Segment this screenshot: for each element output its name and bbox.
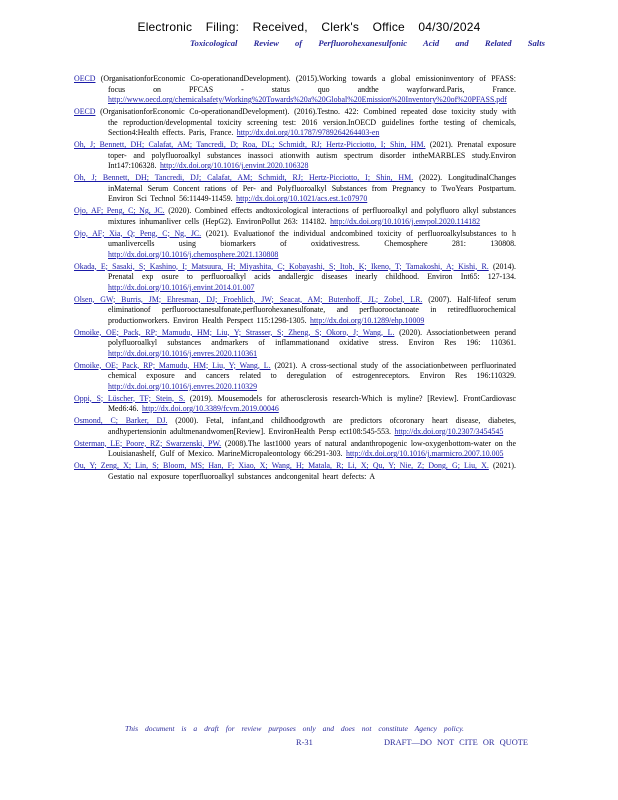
reference-text: (2007). Half-lifeof serum eliminationof perfluorooctanesulfonate,perfluorohexanesulfonate, and perfluorooctanoate in retiredfluorochemical productionworkers. Environ Health Perspect 115:1298-1305. [108,294,516,325]
reference-doi-link[interactable]: http://dx.doi.org/10.1016/j.envres.2020.110361 [108,348,258,358]
reference-entry [74,328,516,360]
reference-text: (2020). Combined effects andtoxicological interactions of perfluoroalkyl and polyfluoro alkyl substances mixtures inhumanliver cells (HepG2). EnvironPollut 263: 114182. [108,206,516,226]
reference-author[interactable]: Osterman, LE; Poore, RZ; Swarzenski, PW. [74,438,222,448]
reference-doi-link[interactable]: http://dx.doi.org/10.1787/9789264264403-en [236,128,380,137]
draft-disclaimer: This document is a draft for review purposes only and does not constitute Agency policy. [125,724,464,733]
reference-doi-link[interactable]: http://dx.doi.org/10.2307/3454545 [394,426,504,436]
reference-text: (2021). Gestatio nal exposure toperfluoroalkyl substances andcongenital heart defects: A [108,461,516,481]
reference-doi-link[interactable]: http://dx.doi.org/10.1021/acs.est.1c07970 [236,194,368,203]
reference-author[interactable]: Omoike, OE; Pack, RP; Mamudu, HM; Liu, Y; Strasser, S; Zheng, S; Okoro, J; Wang, L. [74,327,395,337]
reference-author[interactable]: Osmond, C; Barker, DJ. [74,416,168,425]
reference-entry [74,206,516,227]
reference-doi-link[interactable]: http://dx.doi.org/10.1016/j.envpol.2020.114182 [330,216,481,226]
reference-doi-link[interactable]: http://dx.doi.org/10.1289/ehp.10009 [310,315,425,325]
reference-author[interactable]: Okada, E; Sasaki, S; Kashino, I; Matsuura, H; Miyashita, C; Kobayashi, S; Itoh, K; Ikeno, T; Tamakoshi, A; Kishi, R. [74,261,489,271]
reference-entry [74,140,516,172]
reference-text: (2008).The last1000 years of natural andanthropogenic low-oxygenbottom-water on the Louisianashelf, Gulf of Mexico. MarineMicropaleontology 66:291-303. [108,438,516,458]
reference-author[interactable]: Ou, Y; Zeng, X; Lin, S; Bloom, MS; Han, F; Xiao, X; Wang, H; Matala, R; Li, X; Qu, Y; Nie, Z; Dong, G; Liu, X. [74,461,489,470]
reference-entry [74,461,516,482]
reference-text: (2014). Prenatal exp osure to perfluoroalkyl acids andallergic diseases inearly childhood. Environ Int65: 127-134. [108,261,516,281]
draft-notice: DRAFT—DO NOT CITE OR QUOTE [384,738,528,747]
reference-author[interactable]: Ojo, AF; Xia, Q; Peng, C; Ng, JC. [74,228,202,238]
reference-entry [74,295,516,327]
reference-text: (2020). Associationbetween perand polyfluoroalkyl substances andmarkers of inflammationand oxidative stress. Environ Res 196: 110361. [108,327,516,347]
page-number: R-31 [296,738,313,747]
filing-stamp: Electronic Filing: Received, Clerk's Office 04/30/2024 [137,20,481,34]
reference-entry [74,173,516,205]
reference-author[interactable]: Oppi, S; Lüscher, TF; Stein, S. [74,393,186,403]
reference-author[interactable]: OECD [74,74,96,83]
reference-doi-link[interactable]: http://dx.doi.org/10.1016/j.envint.2014.01.007 [108,282,255,292]
reference-entry [74,262,516,294]
reference-doi-link[interactable]: http://dx.doi.org/10.1016/j.envint.2020.106328 [159,161,309,170]
reference-author[interactable]: Omoike, OE; Pack, RP; Mamudu, HM; Liu, Y; Wang, L. [74,360,271,370]
reference-doi-link[interactable]: http://dx.doi.org/10.1016/j.chemosphere.2021.130808 [108,249,279,259]
reference-text: (2021). Prenatal exposure toper- and polyfluoroalkyl substances inassoci ationwith autism spectrum disorder intheMARBLES study.Environ Int147:106328. [108,140,517,170]
reference-doi-link[interactable]: http://dx.doi.org/10.1016/j.marmicro.2007.10.005 [346,449,504,458]
reference-list [74,74,516,484]
reference-author[interactable]: Oh, J; Bennett, DH; Tancredi, DJ; Calafat, AM; Schmidt, RJ; Hertz-Picciotto, I; Shin, HM. [74,173,414,182]
reference-entry [74,229,516,261]
reference-text: (OrganisationforEconomic Co-operationandDevelopment). (2015).Working towards a global emissioninventory of PFASS: focus on PFCAS - status quo andthe wayforward.Paris, France. [100,74,516,94]
reference-doi-link[interactable]: http://www.oecd.org/chemicalsafety/Working%20Towards%20a%20Global%20Emission%20Inventory%20of%20PFASS.pdf [108,95,507,104]
reference-author[interactable]: OECD [74,107,96,116]
reference-entry [74,107,516,139]
document-subtitle: Toxicological Review of Perfluorohexanesulfonic Acid and Related Salts [190,38,545,48]
reference-text: (OrganisationforEconomic Co-operationandDevelopment). (2016).Testno. 422: Combined repeated dose toxicity study with the reproduction/developmental toxicity screening test: 2016 version.InOECD guidelines forthe testing of chemicals, Section4:Health effects. Paris, France. [100,107,516,137]
reference-entry [74,394,516,415]
reference-author[interactable]: Oh, J; Bennett, DH; Calafat, AM; Tancredi, D; Roa, DL; Schmidt, RJ; Hertz-Picciotto, I; Shin, HM. [74,140,426,149]
reference-text: (2000). Fetal, infant,and childhoodgrowth are predictors ofcoronary heart disease, diabetes, andhypertensionin adultmenandwomen[Review]. EnvironHealth Persp ect108:545-553. [108,416,516,436]
reference-author[interactable]: Olsen, GW; Burris, JM; Ehresman, DJ; Froehlich, JW; Seacat, AM; Butenhoff, JL; Zobel, LR. [74,294,423,304]
reference-text: (2021). Evaluationof the individual andcombined toxicity of perfluoroalkylsubstances to h umanlivercells using biomarkers of oxidativestress. Chemosphere 281: 130808. [108,228,516,248]
reference-doi-link[interactable]: http://dx.doi.org/10.1016/j.envres.2020.110329 [108,381,258,391]
reference-entry [74,74,516,106]
reference-text: (2021). A cross-sectional study of the associationbetween perfluorinated chemical exposure and cancers related to deregulation of estrogenreceptors. Environ Res 196:110329. [108,360,516,380]
reference-entry [74,361,516,393]
reference-entry [74,439,516,460]
reference-entry [74,416,516,437]
reference-doi-link[interactable]: http://dx.doi.org/10.3389/fcvm.2019.00046 [141,404,279,413]
reference-text: (2022). LongitudinalChanges inMaternal Serum Concent rations of Per- and Polyfluoroalkyl Substances from Pregnancy to TwoYears Postpartum. Environ Sci Technol 56:11449-11459. [108,173,516,203]
reference-text: (2019). Mousemodels for atherosclerosis research-Which is myline? [Review]. FrontCardiovasc Med6:46. [108,393,516,413]
reference-author[interactable]: Ojo, AF; Peng, C; Ng, JC. [74,206,165,215]
